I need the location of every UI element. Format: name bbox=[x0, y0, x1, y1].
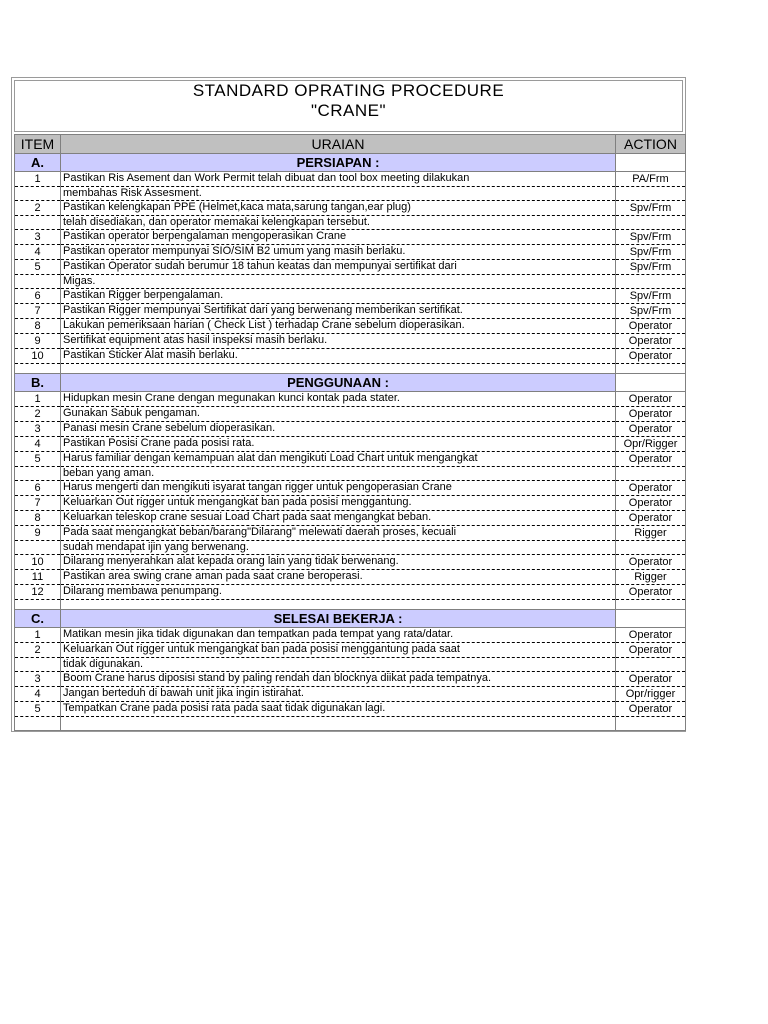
item-number: 4 bbox=[15, 437, 61, 452]
item-text: Hidupkan mesin Crane dengan megunakan kunci kontak pada stater. bbox=[61, 392, 616, 407]
item-text: Pastikan Sticker Alat masih berlaku. bbox=[61, 349, 616, 364]
section-action-blank bbox=[616, 610, 686, 628]
section-title: PERSIAPAN : bbox=[61, 154, 616, 172]
section-id: B. bbox=[15, 374, 61, 392]
item-text: telah disediakan, dan operator memakai kelengkapan tersebut. bbox=[61, 216, 616, 230]
table-row bbox=[15, 289, 686, 304]
spacer-cell bbox=[616, 364, 686, 374]
item-text: Migas. bbox=[61, 275, 616, 289]
table-row bbox=[15, 702, 686, 717]
item-action: Spv/Frm bbox=[616, 245, 686, 260]
item-text: Dilarang menyerahkan alat kepada orang lain yang tidak berwenang. bbox=[61, 555, 616, 570]
table-row bbox=[15, 496, 686, 511]
item-number: 6 bbox=[15, 481, 61, 496]
item-text: Pastikan area swing crane aman pada saat crane beroperasi. bbox=[61, 570, 616, 585]
item-action: Spv/Frm bbox=[616, 201, 686, 216]
item-number: 10 bbox=[15, 349, 61, 364]
item-number: 7 bbox=[15, 496, 61, 511]
header-uraian: URAIAN bbox=[61, 135, 616, 154]
section-header-row bbox=[15, 374, 686, 392]
doc-title: STANDARD OPRATING PROCEDURE bbox=[192, 81, 505, 100]
section-spacer-row bbox=[15, 600, 686, 610]
table-row bbox=[15, 511, 686, 526]
item-action: Operator bbox=[616, 349, 686, 364]
item-text: Harus mengerti dan mengikuti isyarat tangan rigger untuk pengoperasian Crane bbox=[61, 481, 616, 496]
item-text: Pastikan Ris Asement dan Work Permit telah dibuat dan tool box meeting dilakukan bbox=[61, 172, 616, 187]
item-number: 1 bbox=[15, 628, 61, 643]
item-number: 2 bbox=[15, 407, 61, 422]
item-text: Pastikan Rigger mempunyai Sertifikat dari yang berwenang memberikan sertifikat. bbox=[61, 304, 616, 319]
table-row-continuation bbox=[15, 658, 686, 672]
table-row bbox=[15, 555, 686, 570]
spacer-cell bbox=[61, 717, 616, 731]
item-action: Operator bbox=[616, 319, 686, 334]
sop-document bbox=[11, 77, 686, 732]
item-text: Pastikan operator mempunyai SIO/SIM B2 umum yang masih berlaku. bbox=[61, 245, 616, 260]
item-action: Operator bbox=[616, 407, 686, 422]
item-number: 10 bbox=[15, 555, 61, 570]
table-row-continuation bbox=[15, 541, 686, 555]
item-action: Operator bbox=[616, 481, 686, 496]
spacer-cell bbox=[15, 600, 61, 610]
item-action: Operator bbox=[616, 643, 686, 658]
item-number: 9 bbox=[15, 526, 61, 541]
section-header-row bbox=[15, 610, 686, 628]
item-number: 2 bbox=[15, 643, 61, 658]
spacer-cell bbox=[15, 364, 61, 374]
table-row bbox=[15, 407, 686, 422]
item-text: Pastikan operator berpengalaman mengoperasikan Crane bbox=[61, 230, 616, 245]
header-item: ITEM bbox=[15, 135, 61, 154]
section-header-row bbox=[15, 154, 686, 172]
table-row bbox=[15, 304, 686, 319]
item-action bbox=[616, 187, 686, 201]
item-number: 3 bbox=[15, 672, 61, 687]
item-action: Opr/rigger bbox=[616, 687, 686, 702]
table-row bbox=[15, 628, 686, 643]
item-number: 3 bbox=[15, 230, 61, 245]
table-row bbox=[15, 349, 686, 364]
item-action: Operator bbox=[616, 672, 686, 687]
table-row-continuation bbox=[15, 467, 686, 481]
table-row bbox=[15, 172, 686, 187]
section-title: SELESAI BEKERJA : bbox=[61, 610, 616, 628]
item-text: Panasi mesin Crane sebelum dioperasikan. bbox=[61, 422, 616, 437]
table-row-continuation bbox=[15, 216, 686, 230]
item-action: Operator bbox=[616, 496, 686, 511]
spacer-cell bbox=[61, 600, 616, 610]
item-number: 6 bbox=[15, 289, 61, 304]
item-action: Operator bbox=[616, 555, 686, 570]
item-text: Keluarkan teleskop crane sesuai Load Chart pada saat mengangkat beban. bbox=[61, 511, 616, 526]
item-number bbox=[15, 187, 61, 201]
section-title: PENGGUNAAN : bbox=[61, 374, 616, 392]
table-row bbox=[15, 526, 686, 541]
sop-table bbox=[14, 134, 686, 731]
item-action: Spv/Frm bbox=[616, 304, 686, 319]
table-row bbox=[15, 437, 686, 452]
spacer-cell bbox=[15, 717, 61, 731]
item-action bbox=[616, 658, 686, 672]
item-action: Spv/Frm bbox=[616, 260, 686, 275]
item-number: 1 bbox=[15, 172, 61, 187]
table-row bbox=[15, 319, 686, 334]
table-row bbox=[15, 452, 686, 467]
item-action: Spv/Frm bbox=[616, 230, 686, 245]
item-action: Operator bbox=[616, 452, 686, 467]
item-number: 5 bbox=[15, 452, 61, 467]
table-row bbox=[15, 392, 686, 407]
item-text: membahas Risk Assesment. bbox=[61, 187, 616, 201]
item-action: Rigger bbox=[616, 526, 686, 541]
item-number: 3 bbox=[15, 422, 61, 437]
item-number bbox=[15, 275, 61, 289]
section-id: C. bbox=[15, 610, 61, 628]
item-number bbox=[15, 658, 61, 672]
item-action bbox=[616, 467, 686, 481]
section-action-blank bbox=[616, 374, 686, 392]
item-action: Opr/Rigger bbox=[616, 437, 686, 452]
item-text: beban yang aman. bbox=[61, 467, 616, 481]
table-row bbox=[15, 672, 686, 687]
table-row-continuation bbox=[15, 187, 686, 201]
item-text: tidak digunakan. bbox=[61, 658, 616, 672]
item-action: Operator bbox=[616, 422, 686, 437]
item-number: 1 bbox=[15, 392, 61, 407]
item-text: Pastikan kelengkapan PPE (Helmet,kaca mata,sarung tangan,ear plug) bbox=[61, 201, 616, 216]
item-number: 8 bbox=[15, 511, 61, 526]
item-action: Operator bbox=[616, 702, 686, 717]
table-row bbox=[15, 687, 686, 702]
item-action bbox=[616, 541, 686, 555]
item-text: Sertifikat equipment atas hasil inspeksi masih berlaku. bbox=[61, 334, 616, 349]
table-row bbox=[15, 422, 686, 437]
item-number: 5 bbox=[15, 702, 61, 717]
section-id: A. bbox=[15, 154, 61, 172]
table-row bbox=[15, 570, 686, 585]
doc-subtitle: "CRANE" bbox=[310, 101, 387, 120]
item-text: Dilarang membawa penumpang. bbox=[61, 585, 616, 600]
item-text: Pada saat mengangkat beban/barang"Dilarang" melewati daerah proses, kecuali bbox=[61, 526, 616, 541]
item-text: Boom Crane harus diposisi stand by paling rendah dan blocknya diikat pada tempatnya. bbox=[61, 672, 616, 687]
item-number: 2 bbox=[15, 201, 61, 216]
item-number: 7 bbox=[15, 304, 61, 319]
title-block bbox=[14, 80, 683, 132]
table-row bbox=[15, 585, 686, 600]
table-row bbox=[15, 230, 686, 245]
item-text: Jangan berteduh di bawah unit jika ingin istirahat. bbox=[61, 687, 616, 702]
item-text: Lakukan pemeriksaan harian ( Check List ) terhadap Crane sebelum dioperasikan. bbox=[61, 319, 616, 334]
item-action: Rigger bbox=[616, 570, 686, 585]
spacer-cell bbox=[616, 717, 686, 731]
item-number: 4 bbox=[15, 245, 61, 260]
item-number: 9 bbox=[15, 334, 61, 349]
column-header-row bbox=[15, 135, 686, 154]
spacer-cell bbox=[61, 364, 616, 374]
item-number: 8 bbox=[15, 319, 61, 334]
table-row bbox=[15, 201, 686, 216]
header-action: ACTION bbox=[616, 135, 686, 154]
item-text: Matikan mesin jika tidak digunakan dan tempatkan pada tempat yang rata/datar. bbox=[61, 628, 616, 643]
item-action bbox=[616, 275, 686, 289]
table-row bbox=[15, 260, 686, 275]
table-row-continuation bbox=[15, 275, 686, 289]
table-row bbox=[15, 643, 686, 658]
item-text: Pastikan Posisi Crane pada posisi rata. bbox=[61, 437, 616, 452]
item-text: Harus familiar dengan kemampuan alat dan mengikuti Load Chart untuk mengangkat bbox=[61, 452, 616, 467]
item-text: Pastikan Rigger berpengalaman. bbox=[61, 289, 616, 304]
item-number bbox=[15, 541, 61, 555]
item-number: 12 bbox=[15, 585, 61, 600]
item-action bbox=[616, 216, 686, 230]
item-number: 5 bbox=[15, 260, 61, 275]
item-action: Spv/Frm bbox=[616, 289, 686, 304]
item-text: Keluarkan Out rigger untuk mengangkat ban pada posisi menggantung pada saat bbox=[61, 643, 616, 658]
item-text: sudah mendapat ijin yang berwenang. bbox=[61, 541, 616, 555]
section-action-blank bbox=[616, 154, 686, 172]
section-spacer-row bbox=[15, 717, 686, 731]
item-number bbox=[15, 467, 61, 481]
item-number: 11 bbox=[15, 570, 61, 585]
item-action: PA/Frm bbox=[616, 172, 686, 187]
item-text: Tempatkan Crane pada posisi rata pada saat tidak digunakan lagi. bbox=[61, 702, 616, 717]
item-action: Operator bbox=[616, 511, 686, 526]
item-action: Operator bbox=[616, 334, 686, 349]
item-action: Operator bbox=[616, 392, 686, 407]
spacer-cell bbox=[616, 600, 686, 610]
item-number bbox=[15, 216, 61, 230]
section-spacer-row bbox=[15, 364, 686, 374]
item-number: 4 bbox=[15, 687, 61, 702]
item-text: Keluarkan Out rigger untuk mengangkat ban pada posisi menggantung. bbox=[61, 496, 616, 511]
item-action: Operator bbox=[616, 628, 686, 643]
table-row bbox=[15, 245, 686, 260]
table-row bbox=[15, 334, 686, 349]
item-text: Pastikan Operator sudah berumur 18 tahun keatas dan mempunyai sertifikat dari bbox=[61, 260, 616, 275]
item-action: Operator bbox=[616, 585, 686, 600]
item-text: Gunakan Sabuk pengaman. bbox=[61, 407, 616, 422]
table-row bbox=[15, 481, 686, 496]
